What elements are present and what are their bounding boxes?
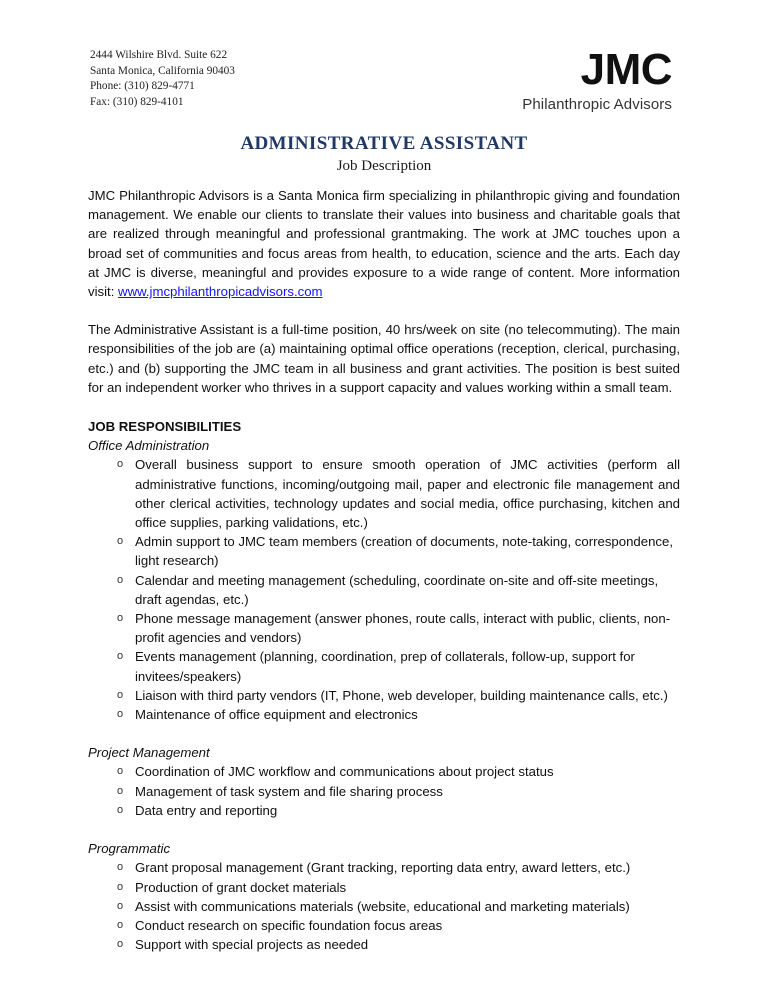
list-item-text: Production of grant docket materials [135,879,347,895]
list-item [88,916,680,935]
company-address [90,48,235,110]
letterhead [0,45,768,128]
list-item [88,897,680,916]
section-heading-job-responsibilities: JOB RESPONSIBILITIES [88,419,242,435]
address-line-phone: Phone: (310) 829-4771 [90,80,195,93]
bullet-marker-icon: o [117,650,124,663]
list-item [88,782,680,801]
list-item-text: Overall business support to ensure smooth operation of JMC activities (perform all administrative functions, incoming/outgoing mail, paper and electronic file management and other clerical activities, technology updates and social media, office purchasing, kitchen and office supplies, parking validations, etc.) [135,457,680,531]
subsection-heading-programmatic: Programmatic [88,841,171,857]
bullet-marker-icon: o [117,918,124,931]
list-item-text: Maintenance of office equipment and electronics [135,707,418,723]
list-item-text: Calendar and meeting management (scheduling, coordinate on-site and off-site meetings, draft agendas, etc.) [135,572,659,607]
list-item [88,532,680,570]
list-item [88,801,680,820]
address-line-street: 2444 Wilshire Blvd. Suite 622 [90,49,228,61]
bullet-marker-icon: o [117,612,124,625]
document-body [88,186,680,954]
list-item-text: Assist with communications materials (website, educational and marketing materials) [135,898,630,914]
list-item-text: Grant proposal management (Grant tracking, reporting data entry, award letters, etc.) [135,860,631,876]
list-item [88,455,680,532]
list-item [88,609,680,647]
list-item [88,858,680,877]
page-title: ADMINISTRATIVE ASSISTANT [240,133,528,154]
list-item [88,878,680,897]
list-item-text: Liaison with third party vendors (IT, Phone, web developer, building maintenance calls, etc.) [135,687,668,703]
address-line-fax: Fax: (310) 829-4101 [90,95,184,108]
bullet-marker-icon: o [117,573,124,586]
list-item [88,571,680,609]
page-subtitle: Job Description [336,158,432,174]
bullet-marker-icon: o [117,708,124,721]
address-line-city: Santa Monica, California 90403 [90,64,235,77]
bullet-marker-icon: o [117,688,124,701]
intro-paragraph-2: The Administrative Assistant is a full-time position, 40 hrs/week on site (no telecommuting). The main responsibilities of the job are (a) maintaining optimal office operations (reception, clerical, purchasing, etc.) and (b) supporting the JMC team in all business and grant activities. The position is best suited for an independent worker who thrives in a support capacity and values working within a small team. [88,322,680,395]
bullet-marker-icon: o [117,765,124,778]
bullet-marker-icon: o [117,938,124,951]
intro-paragraph-1-text: JMC Philanthropic Advisors is a Santa Monica firm specializing in philanthropic giving and foundation management. We enable our clients to translate their values into business and charitable goals that are realized through meaningful and professional grantmaking. The work at JMC touches upon a broad set of communities and focus areas from health, to education, science and the arts. Each day at JMC is diverse, meaningful and provides exposure to a wide range of content. More information visit: [88,188,680,300]
bullet-list-office-administration [88,455,680,724]
list-item-text: Management of task system and file sharing process [135,783,443,799]
list-item-text: Phone message management (answer phones, route calls, interact with public, clients, non-profit agencies and vendors) [135,611,671,646]
bullet-marker-icon: o [117,784,124,797]
subsection-heading-project-management: Project Management [88,745,210,761]
list-item-text: Data entry and reporting [135,802,278,818]
bullet-list-programmatic [88,858,680,954]
company-logo [522,45,672,115]
list-item-text: Coordination of JMC workflow and communications about project status [135,764,554,780]
bullet-marker-icon: o [117,535,124,548]
list-item [88,647,680,685]
list-item-text: Support with special projects as needed [135,937,369,953]
bullet-marker-icon: o [117,861,124,874]
list-item [88,686,680,705]
logo-wordmark: JMC [580,45,672,94]
title-block [0,132,768,176]
bullet-marker-icon: o [117,803,124,816]
company-website-link[interactable]: www.jmcphilanthropicadvisors.com [118,284,323,300]
list-item-text: Admin support to JMC team members (creation of documents, note-taking, correspondence, light research) [135,534,674,569]
list-item [88,935,680,954]
list-item [88,762,680,781]
bullet-marker-icon: o [117,899,124,912]
list-item [88,705,680,724]
logo-tagline: Philanthropic Advisors [522,96,672,113]
bullet-marker-icon: o [117,458,124,471]
list-item-text: Conduct research on specific foundation focus areas [135,917,443,933]
subsection-heading-office-administration: Office Administration [88,438,210,454]
bullet-list-project-management [88,762,680,820]
list-item-text: Events management (planning, coordination, prep of collaterals, follow-up, support for invitees/speakers) [135,649,635,684]
intro-paragraph-1 [88,186,680,301]
bullet-marker-icon: o [117,880,124,893]
